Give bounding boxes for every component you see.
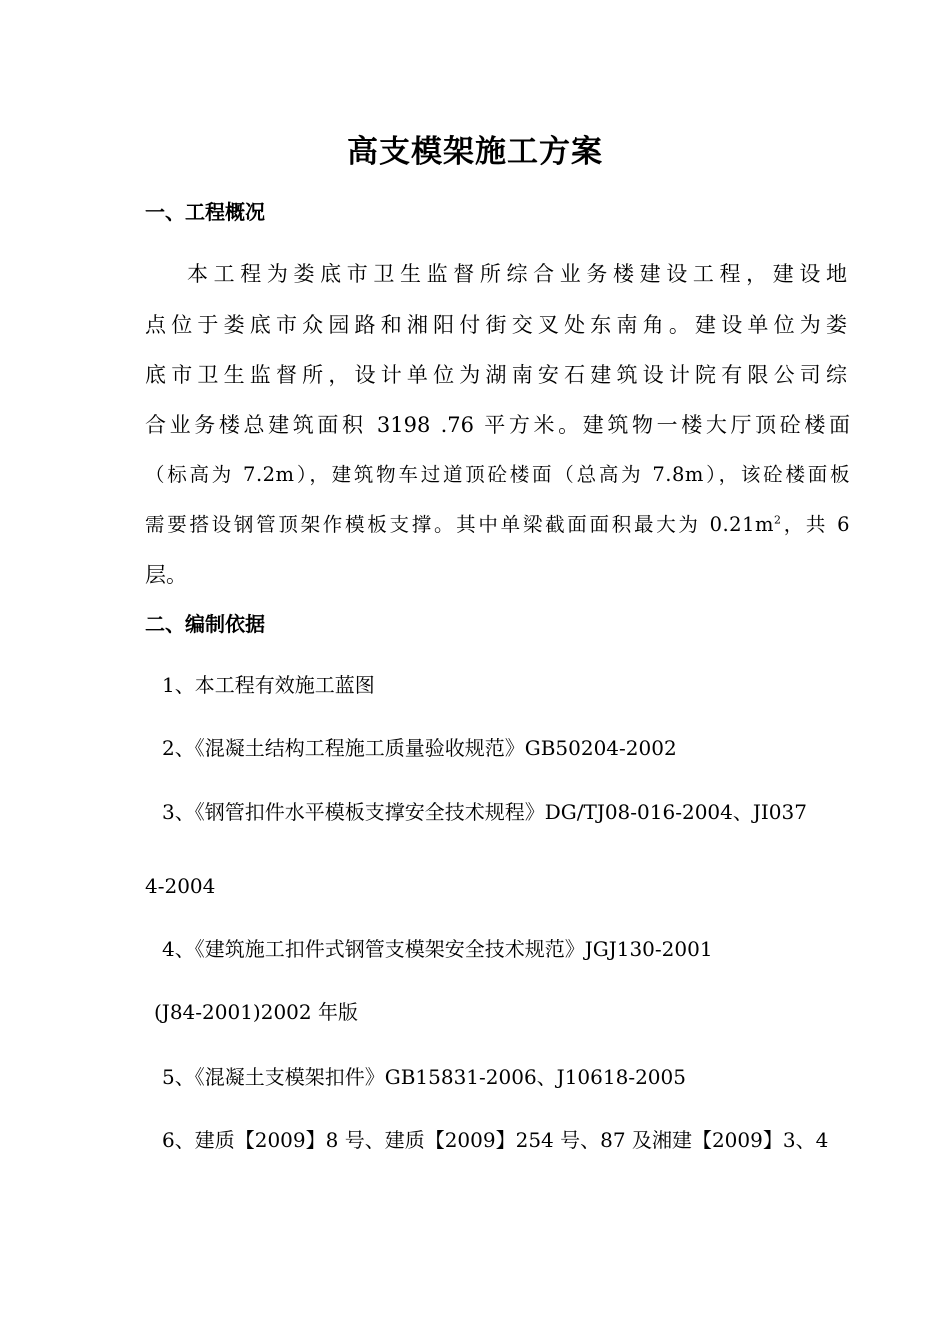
paragraph-line: 本工程为娄底市卫生监督所综合业务楼建设工程，建设地 <box>187 262 850 286</box>
paragraph-line: （标高为 7.2m），建筑物车过道顶砼楼面（总高为 7.8m），该砼楼面板 <box>145 463 850 486</box>
reference-item-continuation: (J84-2001)2002 年版 <box>154 1000 358 1024</box>
paragraph-line: 底市卫生监督所，设计单位为湖南安石建筑设计院有限公司综 <box>145 363 850 387</box>
reference-item: 3、《钢管扣件水平模板支撑安全技术规程》DG/TJ08-016-2004、JI037 <box>162 800 807 824</box>
reference-item: 1、本工程有效施工蓝图 <box>162 673 375 697</box>
floors-text: ，共 6 <box>781 513 850 536</box>
section-heading-basis: 二、编制依据 <box>145 612 265 636</box>
paragraph-line-with-superscript <box>145 509 850 541</box>
reference-item-continuation: 4-2004 <box>145 874 216 898</box>
superscript-exponent: 2 <box>773 513 782 527</box>
paragraph-line: 合业务楼总建筑面积 3198 .76 平方米。建筑物一楼大厅顶砼楼面 <box>145 413 850 437</box>
section-heading-overview: 一、工程概况 <box>145 200 265 224</box>
reference-item: 5、《混凝土支模架扣件》GB15831-2006、J10618-2005 <box>162 1065 686 1089</box>
reference-item: 6、建质【2009】8 号、建质【2009】254 号、87 及湘建【2009】3、4 <box>162 1128 829 1152</box>
paragraph-line: 层。 <box>145 563 187 587</box>
area-text: 需要搭设钢管顶架作模板支撑。其中单梁截面面积最大为 0.21m <box>145 513 774 536</box>
reference-item: 2、《混凝土结构工程施工质量验收规范》GB50204-2002 <box>162 736 677 760</box>
document-title: 高支模架施工方案 <box>347 134 603 170</box>
paragraph-line: 点位于娄底市众园路和湘阳付街交叉处东南角。建设单位为娄 <box>145 313 850 337</box>
reference-item: 4、《建筑施工扣件式钢管支模架安全技术规范》JGJ130-2001 <box>162 937 713 961</box>
